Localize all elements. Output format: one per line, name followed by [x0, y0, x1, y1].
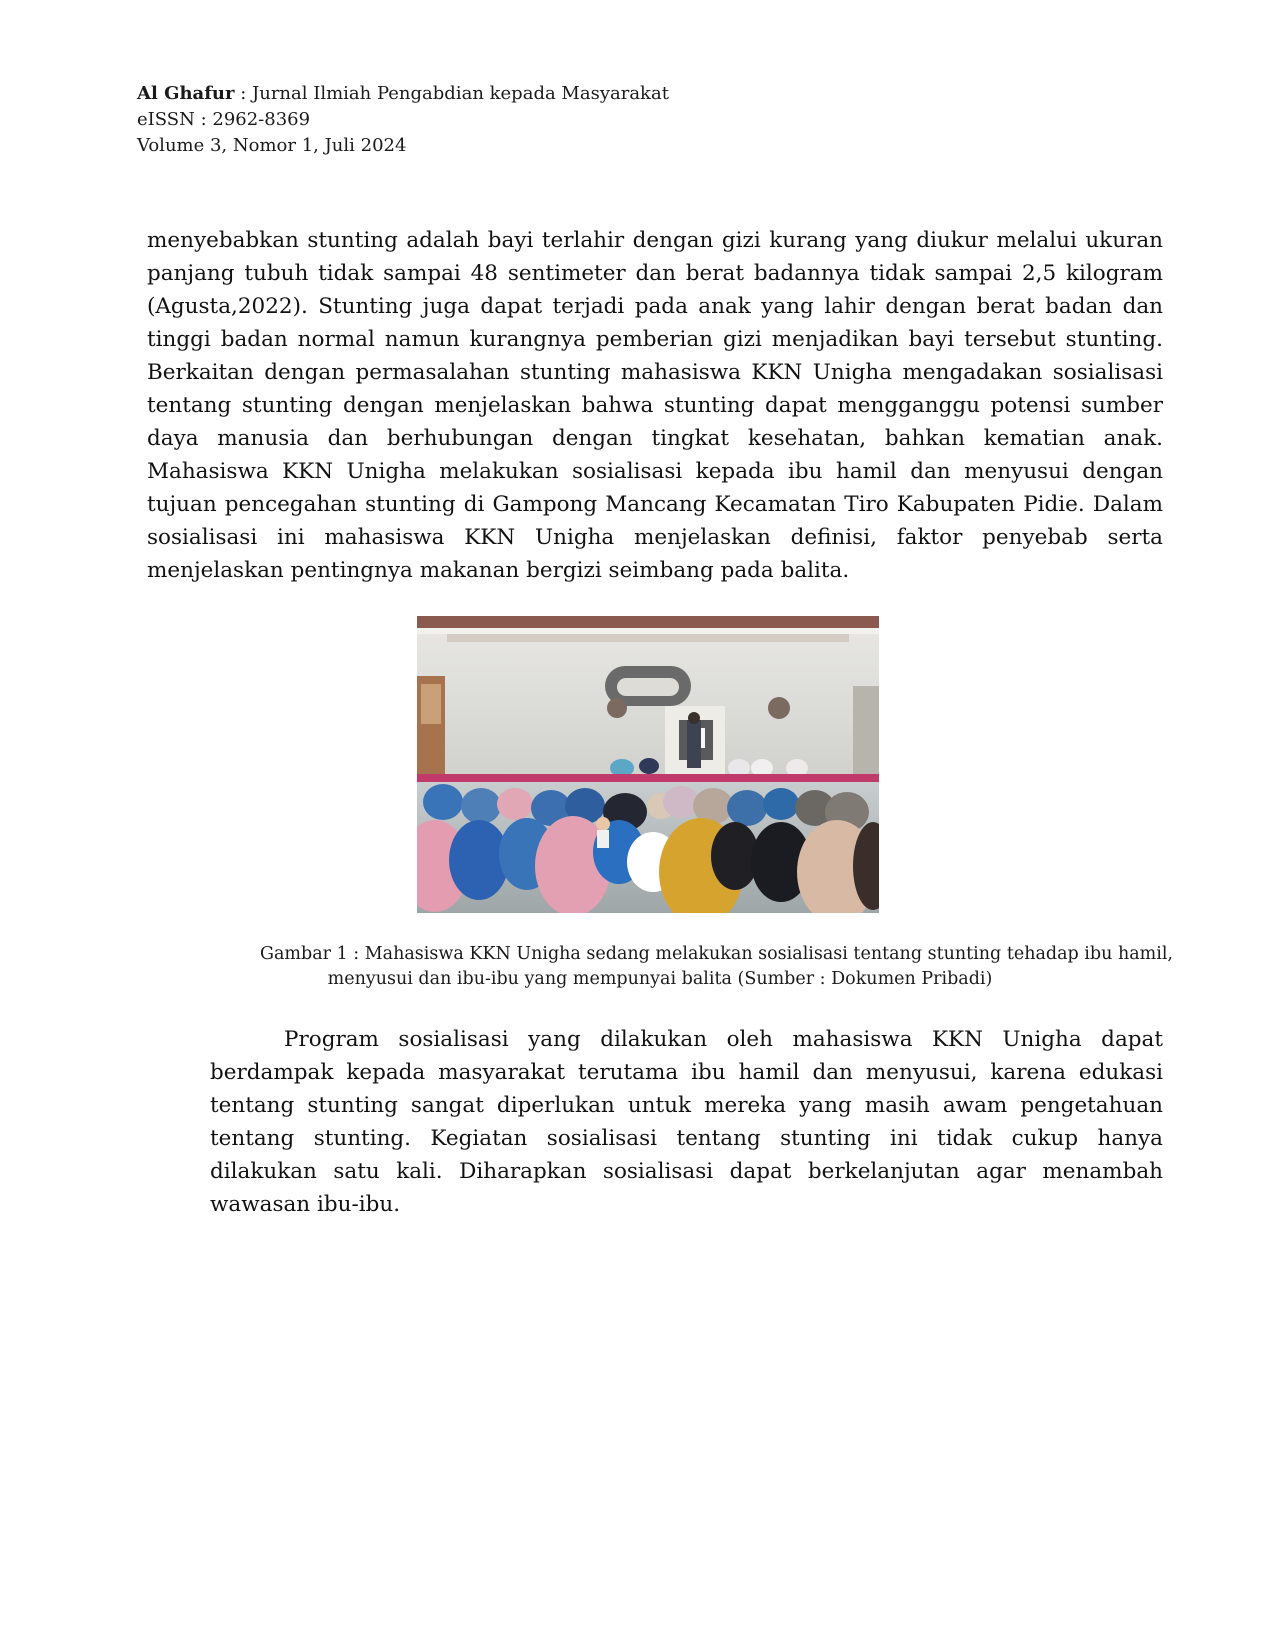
body-paragraph-2: Program sosialisasi yang dilakukan oleh mahasiswa KKN Unigha dapat berdampak kepada masyarakat terutama ibu hamil dan menyusui, karena edukasi tentang stunting sangat diperlukan untuk mereka yang masih awam pengetahuan tentang stunting. Kegiatan sosialisasi tentang stunting ini tidak cukup hanya dilakukan satu kali. Diharapkan sosialisasi dapat berkelanjutan agar menambah wawasan ibu-ibu.	[210, 1027, 1163, 1217]
volume-issue: Volume 3, Nomor 1, Juli 2024	[137, 135, 407, 156]
figure-caption	[180, 942, 1173, 992]
figure-caption-line-2: menyusui dan ibu-ibu yang mempunyai balita (Sumber : Dokumen Pribadi)	[327, 969, 993, 989]
journal-title-line	[137, 81, 837, 107]
figure-photo-socialization	[417, 616, 879, 913]
running-header	[137, 81, 837, 159]
eissn: eISSN : 2962-8369	[137, 109, 311, 130]
journal-subtitle: : Jurnal Ilmiah Pengabdian kepada Masyarakat	[234, 83, 669, 104]
photo-illustration	[417, 616, 879, 913]
figure-caption-line-1: Gambar 1 : Mahasiswa KKN Unigha sedang melakukan sosialisasi tentang stunting tehadap ibu hamil,	[260, 944, 1173, 964]
body-paragraph-1: menyebabkan stunting adalah bayi terlahir dengan gizi kurang yang diukur melalui ukuran panjang tubuh tidak sampai 48 sentimeter dan berat badannya tidak sampai 2,5 kilogram (Agusta,2022). Stunting juga dapat terjadi pada anak yang lahir dengan berat badan dan tinggi badan normal namun kurangnya pemberian gizi menjadikan bayi tersebut stunting. Berkaitan dengan permasalahan stunting mahasiswa KKN Unigha mengadakan sosialisasi tentang stunting dengan menjelaskan bahwa stunting dapat mengganggu potensi sumber daya manusia dan berhubungan dengan tingkat kesehatan, bahkan kematian anak. Mahasiswa KKN Unigha melakukan sosialisasi kepada ibu hamil dan menyusui dengan tujuan pencegahan stunting di Gampong Mancang Kecamatan Tiro Kabupaten Pidie. Dalam sosialisasi ini mahasiswa KKN Unigha menjelaskan definisi, faktor penyebab serta menjelaskan pentingnya makanan bergizi seimbang pada balita.	[147, 228, 1163, 583]
journal-name: Al Ghafur	[137, 83, 235, 104]
